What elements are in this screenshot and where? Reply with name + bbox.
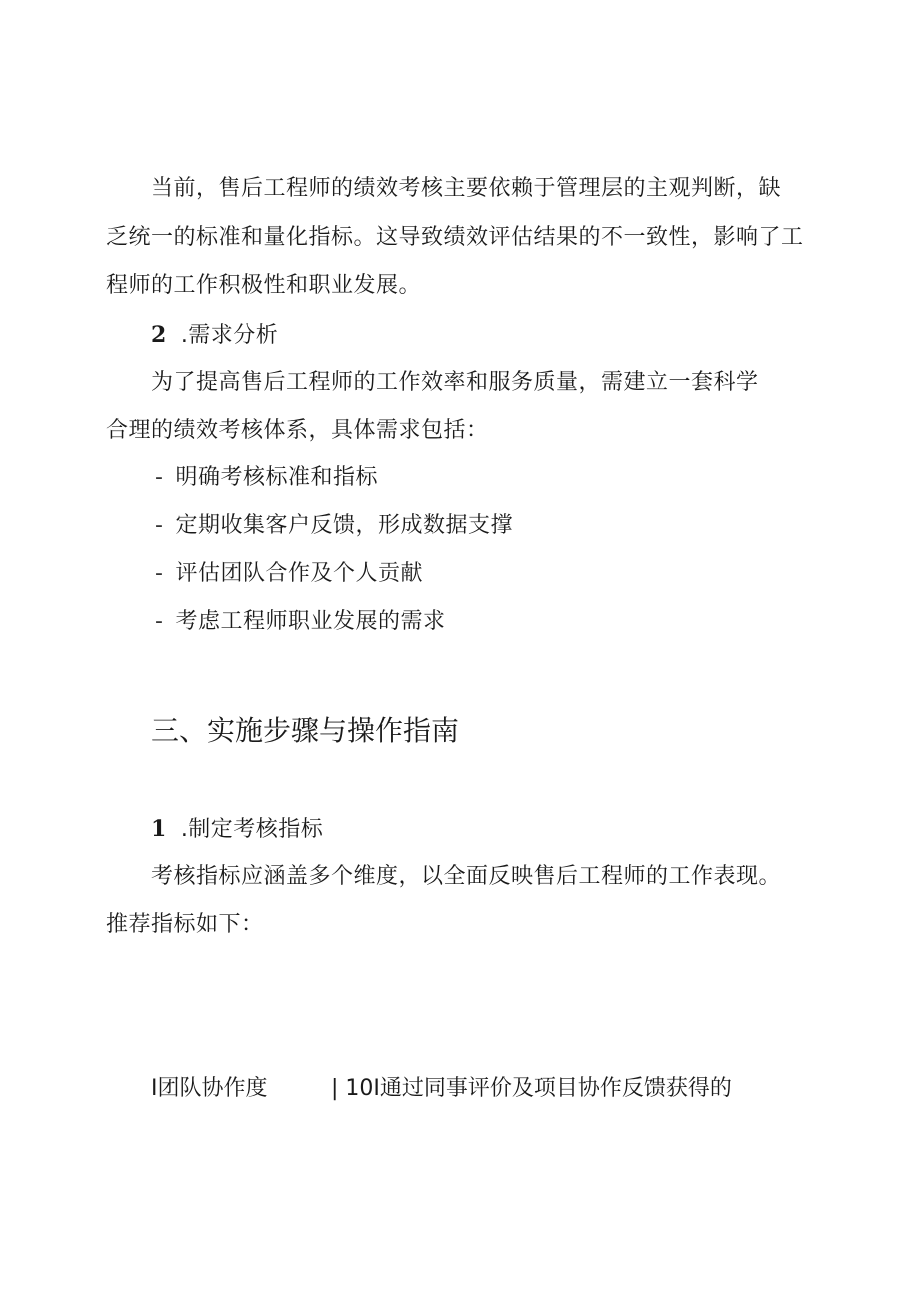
table-row <box>151 1074 732 1104</box>
requirement-item <box>155 559 423 589</box>
section2-title: .需求分析 <box>180 323 279 348</box>
paragraph1-line3: 程师的工作积极性和职业发展。 <box>106 273 422 298</box>
requirement-item <box>155 511 513 541</box>
paragraph1-line1: 当前，售后工程师的绩效考核主要依赖于管理层的主观判断，缺 <box>151 176 782 201</box>
requirement-text: 考虑工程师职业发展的需求 <box>175 609 446 634</box>
section1-number: 1 <box>151 816 167 842</box>
requirement-dash: - <box>155 465 164 490</box>
requirement-dash: - <box>155 513 164 538</box>
section1-heading <box>151 814 323 845</box>
requirement-item <box>155 463 378 493</box>
chapter3-heading: 三、实施步骤与操作指南 <box>151 714 460 747</box>
section2-number: 2 <box>151 322 167 348</box>
requirement-item <box>155 607 445 637</box>
requirement-dash: - <box>155 609 164 634</box>
table-cell-description: | 10I通过同事评价及项目协作反馈获得的 <box>331 1076 732 1101</box>
paragraph3-line2: 推荐指标如下： <box>106 912 264 937</box>
requirement-text: 定期收集客户反馈，形成数据支撑 <box>175 513 513 538</box>
requirement-text: 评估团队合作及个人贡献 <box>175 561 423 586</box>
paragraph3-line1: 考核指标应涵盖多个维度，以全面反映售后工程师的工作表现。 <box>151 864 782 889</box>
paragraph2-line1: 为了提高售后工程师的工作效率和服务质量，需建立一套科学 <box>151 370 759 395</box>
paragraph1-line2: 乏统一的标准和量化指标。这导致绩效评估结果的不一致性，影响了工 <box>106 225 804 250</box>
requirement-text: 明确考核标准和指标 <box>175 465 378 490</box>
table-cell-indicator: I团队协作度 <box>151 1076 268 1101</box>
paragraph2-line2: 合理的绩效考核体系，具体需求包括： <box>106 418 489 443</box>
requirement-dash: - <box>155 561 164 586</box>
section1-title: .制定考核指标 <box>180 817 324 842</box>
section2-heading <box>151 320 278 351</box>
